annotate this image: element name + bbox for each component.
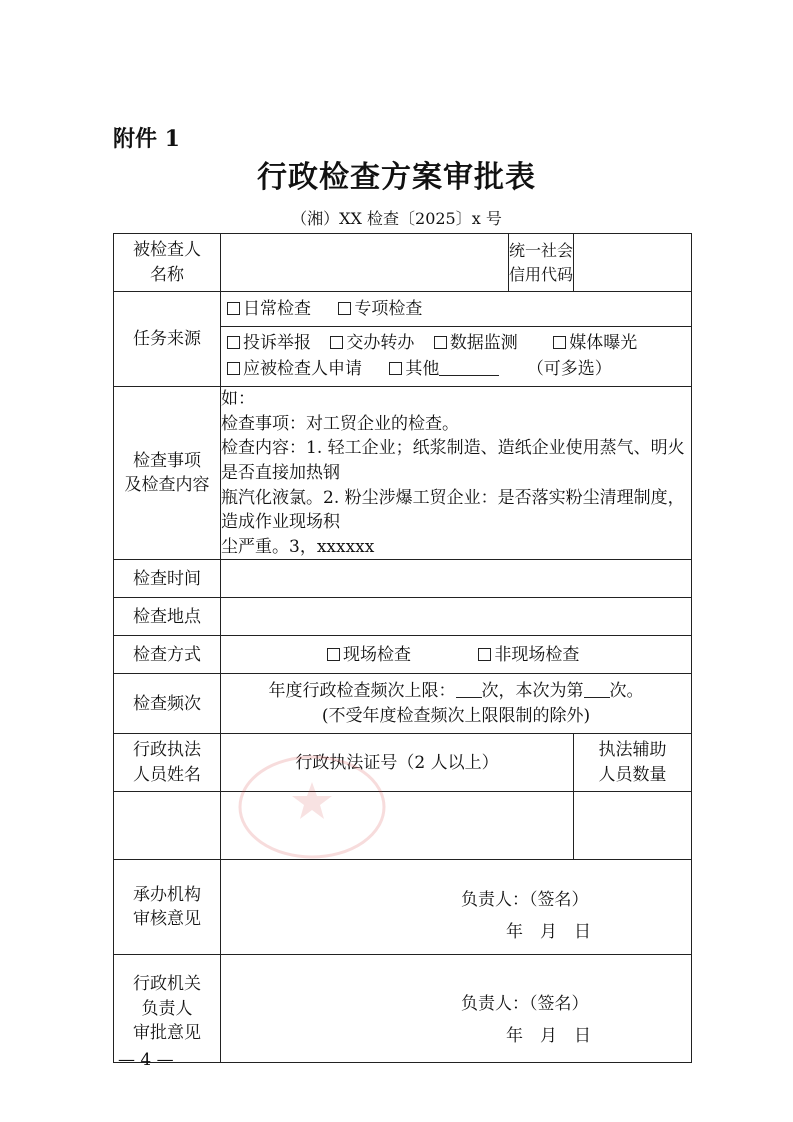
- checkbox[interactable]: [478, 648, 491, 661]
- attachment-label: 附件 1: [113, 126, 180, 152]
- document-number: （湘）XX 检查〔2025〕x 号: [291, 209, 502, 228]
- frequency-line-2: (不受年度检查频次上限限制的除外): [321, 705, 591, 726]
- certificate-number-label: 行政执法证号（2 人以上）: [221, 734, 574, 792]
- credit-code-label: 统一社会 信用代码: [509, 234, 574, 292]
- auxiliary-staff-field[interactable]: [574, 792, 692, 860]
- checkbox[interactable]: [389, 362, 402, 375]
- inspection-time-row: [114, 560, 692, 598]
- option-daily[interactable]: 日常检查: [227, 299, 311, 319]
- annual-limit-blank[interactable]: [456, 683, 482, 698]
- officer-name-field[interactable]: [114, 792, 221, 860]
- option-onsite[interactable]: 现场检查: [327, 643, 411, 668]
- items-line: 检查事项：对工贸企业的检查。: [221, 413, 459, 434]
- date-line: 年 月 日: [506, 922, 591, 943]
- option-media[interactable]: 媒体曝光: [553, 333, 637, 353]
- option-offsite[interactable]: 非现场检查: [478, 645, 579, 665]
- officer-name-label: 行政执法 人员姓名: [114, 734, 221, 792]
- approval-form-table: [113, 233, 692, 1063]
- subject-name-field[interactable]: [221, 234, 509, 292]
- subject-row: [114, 234, 692, 292]
- option-data-monitoring[interactable]: 数据监测: [434, 333, 518, 353]
- option-other[interactable]: 其他: [389, 359, 499, 379]
- inspection-place-label: 检查地点: [114, 598, 221, 636]
- items-line: 瓶汽化液氯。2. 粉尘涉爆工贸企业：是否落实粉尘清理制度，造成作业现场积: [221, 487, 685, 533]
- task-source-row: [114, 292, 692, 387]
- department-review-label: 承办机构 审核意见: [114, 860, 221, 955]
- page-number: — 4 —: [118, 1050, 174, 1070]
- items-line: 尘严重。3，xxxxxx: [221, 536, 375, 557]
- option-assigned[interactable]: 交办转办: [330, 333, 414, 353]
- inspection-frequency-label: 检查频次: [114, 674, 221, 734]
- inspection-method-label: 检查方式: [114, 636, 221, 674]
- task-source-label: 任务来源: [114, 292, 221, 387]
- inspection-items-row: [114, 387, 692, 560]
- head-approval-row: [114, 955, 692, 1063]
- signature-line: 负责人：（签名）: [461, 993, 589, 1014]
- checkbox[interactable]: [227, 336, 240, 349]
- inspection-frequency-content: [221, 674, 692, 734]
- officer-header-row: [114, 734, 692, 792]
- checkbox[interactable]: [434, 336, 447, 349]
- inspection-place-field[interactable]: [221, 598, 692, 636]
- checkbox[interactable]: [338, 302, 351, 315]
- department-review-field[interactable]: [221, 860, 692, 955]
- checkbox[interactable]: [330, 336, 343, 349]
- items-line: 如：: [221, 389, 255, 409]
- task-source-options: [221, 292, 692, 387]
- inspection-method-row: [114, 636, 692, 674]
- auxiliary-staff-label: 执法辅助 人员数量: [574, 734, 692, 792]
- certificate-number-field[interactable]: [221, 792, 574, 860]
- inspection-method-options: [221, 636, 692, 674]
- inspection-items-label: 检查事项 及检查内容: [114, 387, 221, 560]
- date-line: 年 月 日: [506, 1026, 591, 1047]
- subject-name-label: 被检查人 名称: [114, 234, 221, 292]
- option-complaint[interactable]: 投诉举报: [227, 333, 311, 353]
- checkbox[interactable]: [553, 336, 566, 349]
- officer-data-row: [114, 792, 692, 860]
- credit-code-field[interactable]: [574, 234, 692, 292]
- checkbox[interactable]: [227, 302, 240, 315]
- frequency-line-1: 年度行政检查频次上限： 次，本次为第 次。: [268, 681, 644, 702]
- other-blank[interactable]: [439, 361, 499, 376]
- head-approval-field[interactable]: [221, 955, 692, 1063]
- checkbox[interactable]: [227, 362, 240, 375]
- option-special[interactable]: 专项检查: [338, 299, 422, 319]
- checkbox[interactable]: [327, 648, 340, 661]
- inspection-time-field[interactable]: [221, 560, 692, 598]
- inspection-items-content[interactable]: [221, 387, 692, 560]
- option-applicant[interactable]: 应被检查人申请: [227, 359, 362, 379]
- multi-select-note: （可多选）: [526, 359, 612, 380]
- items-line: 检查内容：1. 轻工企业；纸浆制造、造纸企业使用蒸气、明火是否直接加热钢: [221, 438, 685, 483]
- inspection-place-row: [114, 598, 692, 636]
- current-count-blank[interactable]: [584, 683, 610, 698]
- inspection-frequency-row: [114, 674, 692, 734]
- head-approval-label: 行政机关 负责人 审批意见: [114, 955, 221, 1063]
- inspection-time-label: 检查时间: [114, 560, 221, 598]
- department-review-row: [114, 860, 692, 955]
- signature-line: 负责人：（签名）: [461, 889, 589, 910]
- form-title: 行政检查方案审批表: [257, 160, 536, 195]
